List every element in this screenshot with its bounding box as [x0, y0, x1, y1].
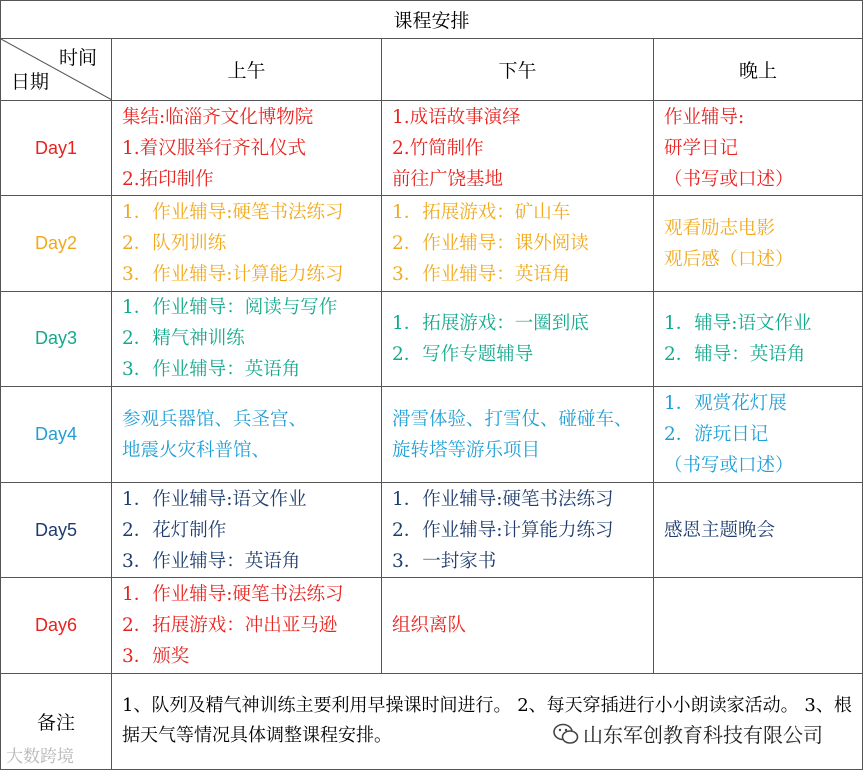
- activity-line: 滑雪体验、打雪仗、碰碰车、: [392, 408, 633, 430]
- day-label: Day1: [1, 101, 112, 196]
- activity-line: （书写或口述）: [664, 168, 794, 190]
- evening-cell: [654, 196, 863, 291]
- activity-line: 2．游玩日记: [664, 424, 769, 446]
- activity-line: 1．作业辅导:硬笔书法练习: [122, 202, 344, 224]
- activity-line: 集结:临淄齐文化博物院: [122, 106, 314, 128]
- activity-line: 1．辅导:语文作业: [664, 312, 812, 334]
- day-row: [1, 101, 863, 196]
- activity-line: 1．作业辅导:语文作业: [122, 488, 307, 510]
- activity-line: 观后感（口述）: [664, 248, 794, 270]
- activity-line: 1．作业辅导:硬笔书法练习: [122, 584, 344, 606]
- activity-line: 作业辅导:: [664, 106, 745, 128]
- watermark-left: [6, 742, 74, 767]
- morning-cell: [112, 386, 382, 482]
- day-row: [1, 196, 863, 291]
- day-label: Day6: [1, 578, 112, 673]
- activity-line: 2．拓展游戏：冲出亚马逊: [122, 615, 338, 637]
- activity-line: 3．作业辅导：英语角: [122, 359, 301, 381]
- activity-line: 1.着汉服举行齐礼仪式: [122, 137, 307, 159]
- watermark-right-text: 山东军创教育科技有限公司: [583, 723, 823, 747]
- activity-line: 1．作业辅导：阅读与写作: [122, 297, 338, 319]
- morning-cell: [112, 101, 382, 196]
- activity-line: 前往广饶基地: [392, 168, 504, 190]
- day-label: Day2: [1, 196, 112, 291]
- activity-line: 2．花灯制作: [122, 519, 227, 541]
- activity-line: 感恩主题晚会: [664, 519, 776, 541]
- activity-line: 1．作业辅导:硬笔书法练习: [392, 488, 614, 510]
- wechat-icon: [553, 722, 579, 746]
- activity-line: 1．拓展游戏：矿山车: [392, 202, 571, 224]
- day-row: [1, 578, 863, 673]
- evening-cell: [654, 578, 863, 673]
- activity-line: 3．作业辅导：英语角: [122, 550, 301, 572]
- day-row: [1, 386, 863, 482]
- notes-label: 备注: [1, 673, 112, 769]
- activity-line: 组织离队: [392, 615, 467, 637]
- day-label: Day5: [1, 483, 112, 578]
- activity-line: 观看励志电影: [664, 217, 776, 239]
- activity-line: 参观兵器馆、兵圣宫、: [122, 408, 308, 430]
- evening-cell: [654, 483, 863, 578]
- note-line: 1、队列及精气神训练主要利用早操课时间进行。: [122, 695, 512, 717]
- activity-line: 2．精气神训练: [122, 328, 245, 350]
- watermark-left-text: 大数跨境: [6, 747, 74, 767]
- activity-line: 2．写作专题辅导: [392, 343, 534, 365]
- morning-cell: [112, 578, 382, 673]
- activity-line: 2．队列训练: [122, 233, 227, 255]
- afternoon-cell: [382, 483, 654, 578]
- activity-line: 3．作业辅导：英语角: [392, 264, 571, 286]
- activity-line: 1．观赏花灯展: [664, 393, 787, 415]
- watermark-right: [553, 719, 823, 748]
- activity-line: 2．辅导：英语角: [664, 343, 806, 365]
- note-line: 2、每天穿插进行小小朗读家活动。: [517, 695, 799, 717]
- activity-line: 3．一封家书: [392, 550, 497, 572]
- day-label: Day4: [1, 386, 112, 482]
- activity-line: 2．作业辅导：课外阅读: [392, 233, 589, 255]
- activity-line: 3．作业辅导:计算能力练习: [122, 264, 344, 286]
- afternoon-cell: [382, 386, 654, 482]
- date-label: 日期: [11, 71, 50, 94]
- table-title: 课程安排: [1, 1, 863, 39]
- column-header-afternoon: 下午: [382, 39, 654, 101]
- day-label: Day3: [1, 291, 112, 386]
- evening-cell: [654, 386, 863, 482]
- afternoon-cell: [382, 196, 654, 291]
- activity-line: 1.成语故事演绎: [392, 106, 521, 128]
- day-row: [1, 291, 863, 386]
- activity-line: 2．作业辅导:计算能力练习: [392, 519, 614, 541]
- diagonal-header-cell: [1, 39, 112, 101]
- activity-line: 旋转塔等游乐项目: [392, 439, 541, 461]
- evening-cell: [654, 101, 863, 196]
- activity-line: 1．拓展游戏：一圈到底: [392, 312, 589, 334]
- note-line: 3、根据天气等情况具体调整课程安排。: [122, 695, 852, 747]
- column-header-morning: 上午: [112, 39, 382, 101]
- activity-line: 研学日记: [664, 137, 739, 159]
- activity-line: （书写或口述）: [664, 455, 794, 477]
- morning-cell: [112, 196, 382, 291]
- morning-cell: [112, 483, 382, 578]
- activity-line: 3．颁奖: [122, 646, 190, 668]
- activity-line: 2.竹简制作: [392, 137, 484, 159]
- day-row: [1, 483, 863, 578]
- afternoon-cell: [382, 291, 654, 386]
- afternoon-cell: [382, 578, 654, 673]
- activity-line: 2.拓印制作: [122, 168, 214, 190]
- time-label: 时间: [58, 47, 97, 70]
- activity-line: 地震火灾科普馆、: [122, 439, 271, 461]
- afternoon-cell: [382, 101, 654, 196]
- morning-cell: [112, 291, 382, 386]
- evening-cell: [654, 291, 863, 386]
- column-header-evening: 晚上: [654, 39, 863, 101]
